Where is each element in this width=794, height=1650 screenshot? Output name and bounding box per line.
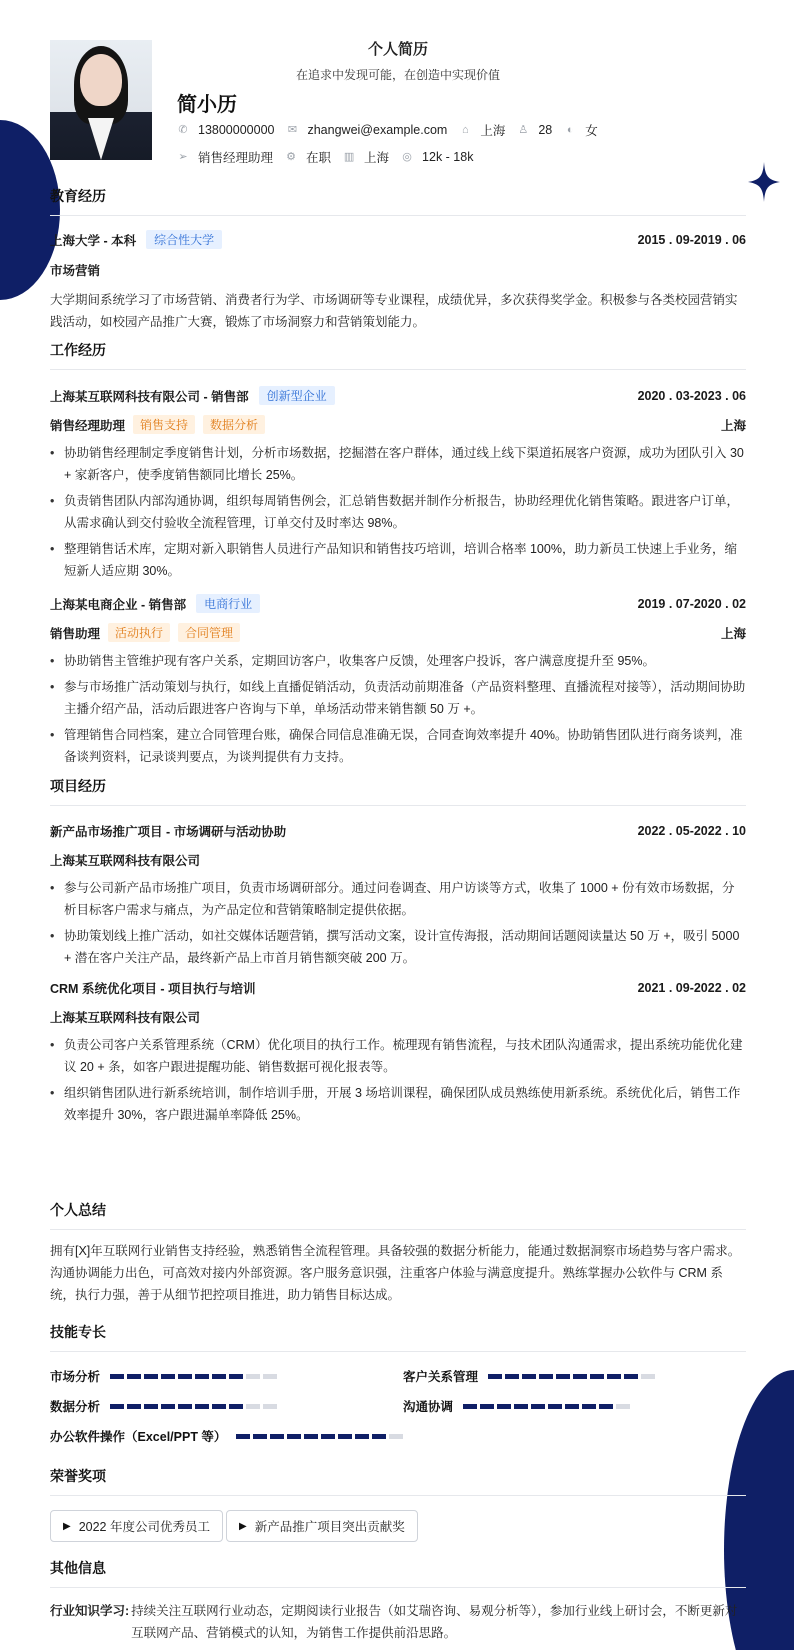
gender-value: 女 [585, 124, 598, 138]
position-item [177, 148, 273, 166]
skill-segment-empty [616, 1404, 630, 1409]
projects-section [50, 776, 746, 1130]
coin-icon: ◎ [402, 151, 412, 163]
skill-segment-empty [263, 1404, 277, 1409]
gender-icon: ◐ [566, 124, 574, 136]
skill-segment-filled [212, 1374, 226, 1379]
location-value: 上海 [480, 124, 506, 138]
skill-tag: 数据分析 [203, 415, 265, 434]
honor-label: 新产品推广项目突出贡献奖 [254, 1520, 405, 1534]
project-period: 2021 . 09-2022 . 02 [637, 981, 746, 995]
skill-name: 办公软件操作（Excel/PPT 等） [50, 1430, 227, 1444]
skill-item [403, 1367, 658, 1385]
job-period: 2020 . 03-2023 . 06 [637, 388, 746, 403]
skill-segment-filled [229, 1404, 243, 1409]
skill-segment-filled [514, 1404, 528, 1409]
skill-segment-filled [599, 1404, 613, 1409]
skill-item [50, 1367, 280, 1385]
other-section [50, 1558, 746, 1644]
section-title: 荣誉奖项 [50, 1466, 746, 1496]
company-name: 上海某互联网科技有限公司 - 销售部 [50, 389, 249, 404]
salary-value: 12k - 18k [422, 150, 474, 164]
job-entry [50, 386, 746, 582]
section-title: 工作经历 [50, 340, 746, 370]
skill-segment-filled [463, 1404, 477, 1409]
education-section [50, 186, 746, 333]
location-item [459, 121, 505, 139]
project-company: 上海某互联网科技有限公司 [50, 1011, 201, 1025]
list-item: • 协助销售主管维护现有客户关系，定期回访客户，收集客户反馈，处理客户投诉，客户满意度提升至 95%。 [50, 650, 746, 672]
motto: 在追求中发现可能，在创造中实现价值 [295, 68, 500, 82]
skill-segment-filled [270, 1434, 284, 1439]
other-info-label: 行业知识学习: [50, 1604, 130, 1618]
skill-segment-filled [607, 1374, 621, 1379]
list-item: • 负责公司客户关系管理系统（CRM）优化项目的执行工作。梳理现有销售流程，与技术团队沟通需求，提出系统功能优化建议 20 + 条，如客户跟进提醒功能、销售数据可视化报表等。 [50, 1034, 746, 1078]
skill-segment-filled [178, 1374, 192, 1379]
skill-segment-filled [497, 1404, 511, 1409]
education-description: 大学期间系统学习了市场营销、消费者行为学、市场调研等专业课程，成绩优异，多次获得奖学金。积极参与各类校园营销实践活动，如校园产品推广大赛，锻炼了市场洞察力和营销策划能力。 [50, 293, 738, 329]
list-item: • 协助销售经理制定季度销售计划，分析市场数据，挖掘潜在客户群体，通过线上线下渠道拓展客户资源，成功为团队引入 30 + 家新客户，使季度销售额同比增长 25%。 [50, 442, 746, 486]
skill-segment-empty [389, 1434, 403, 1439]
skill-segment-filled [539, 1374, 553, 1379]
job-bullets [50, 650, 746, 768]
skill-segment-filled [480, 1404, 494, 1409]
phone-value: 13800000000 [198, 123, 275, 137]
skill-tag: 销售支持 [133, 415, 195, 434]
skill-tag: 活动执行 [108, 623, 170, 642]
list-item: • 整理销售话术库，定期对新入职销售人员进行产品知识和销售技巧培训，培训合格率 100%，助力新员工快速上手业务，缩短新人适应期 30%。 [50, 538, 746, 582]
skill-segment-filled [110, 1374, 124, 1379]
skill-segment-filled [531, 1404, 545, 1409]
honors-section [50, 1466, 746, 1544]
job-intent-row [177, 148, 485, 166]
sparkle-star-icon [748, 162, 780, 202]
send-icon: ➢ [178, 151, 188, 163]
project-header-row [50, 822, 746, 840]
contact-row [177, 121, 610, 139]
skill-name: 市场分析 [50, 1370, 101, 1384]
honor-item [50, 1510, 223, 1542]
job-header-row [50, 594, 746, 613]
skill-segment-filled [253, 1434, 267, 1439]
project-bullets [50, 1034, 746, 1126]
skill-segment-filled [355, 1434, 369, 1439]
home-icon: ⌂ [462, 124, 469, 136]
other-info-text: 持续关注互联网行业动态，定期阅读行业报告（如艾瑞咨询、易观分析等），参加行业线上研讨会，不断更新对互联网产品、营销模式的认知，为销售工作提供前沿思路。 [131, 1604, 738, 1640]
skill-segment-filled [178, 1404, 192, 1409]
project-entry [50, 822, 746, 969]
role-title: 销售经理助理 [50, 418, 126, 433]
honor-item [226, 1510, 418, 1542]
project-company: 上海某互联网科技有限公司 [50, 854, 201, 868]
resume-header [50, 0, 746, 200]
project-name: CRM 系统优化项目 - 项目执行与培训 [50, 982, 256, 996]
company-tag: 电商行业 [196, 594, 260, 613]
skill-segment-filled [573, 1374, 587, 1379]
honor-label: 2022 年度公司优秀员工 [78, 1520, 210, 1534]
company-name: 上海某电商企业 - 销售部 [50, 597, 187, 612]
play-triangle-icon: ▶ [63, 1520, 71, 1532]
position-value: 销售经理助理 [198, 151, 274, 165]
job-bullets [50, 442, 746, 582]
skill-segment-filled [144, 1404, 158, 1409]
skill-segment-filled [338, 1434, 352, 1439]
age-value: 28 [538, 123, 553, 137]
mail-icon: ✉ [287, 124, 298, 136]
email-item [286, 123, 447, 137]
skill-segment-filled [505, 1374, 519, 1379]
skill-segment-filled [556, 1374, 570, 1379]
summary-section [50, 1200, 746, 1306]
skill-segment-filled [229, 1374, 243, 1379]
skill-name: 客户关系管理 [403, 1370, 479, 1384]
skill-segment-filled [127, 1404, 141, 1409]
job-entry [50, 594, 746, 768]
role-row [50, 415, 746, 434]
list-item: • 协助策划线上推广活动，如社交媒体话题营销，撰写活动文案，设计宣传海报，活动期间话题阅读量达 50 万 +，吸引 5000 + 潜在客户关注产品，最终新产品上市首月销售额突破 200 万。 [50, 925, 746, 969]
other-info-row [50, 1600, 746, 1644]
project-entry [50, 979, 746, 1126]
skill-segment-filled [195, 1374, 209, 1379]
section-title: 项目经历 [50, 776, 746, 806]
skill-level-bar [236, 1434, 406, 1439]
resume-page [50, 0, 746, 1640]
education-header-row [50, 230, 746, 249]
role-row [50, 623, 746, 642]
play-triangle-icon: ▶ [239, 1520, 247, 1532]
status-value: 在职 [306, 151, 332, 165]
target-city-item [343, 148, 389, 166]
salary-item [401, 150, 473, 164]
skill-segment-filled [372, 1434, 386, 1439]
skill-segment-filled [548, 1404, 562, 1409]
list-item: • 组织销售团队进行新系统培训，制作培训手册，开展 3 场培训课程，确保团队成员熟练使用新系统。系统优化后，销售工作效率提升 30%，客户跟进漏单率降低 25%。 [50, 1082, 746, 1126]
skill-segment-empty [641, 1374, 655, 1379]
list-item: • 管理销售合同档案，建立合同管理台账，确保合同信息准确无误，合同查询效率提升 40%。协助销售团队进行商务谈判，准备谈判资料，记录谈判要点，为谈判提供有力支持。 [50, 724, 746, 768]
project-name: 新产品市场推广项目 - 市场调研与活动协助 [50, 825, 287, 839]
skill-segment-filled [590, 1374, 604, 1379]
education-period: 2015 . 09-2019 . 06 [637, 232, 746, 247]
skill-segment-filled [582, 1404, 596, 1409]
skill-level-bar [110, 1404, 280, 1409]
page-title: 个人简历 [367, 41, 428, 58]
skill-segment-filled [195, 1404, 209, 1409]
skill-segment-filled [161, 1374, 175, 1379]
honors-list [50, 1510, 746, 1544]
phone-icon: ✆ [178, 124, 188, 136]
skill-segment-filled [304, 1434, 318, 1439]
skill-segment-filled [110, 1404, 124, 1409]
gear-icon: ⚙ [286, 151, 296, 163]
list-item: • 负责销售团队内部沟通协调，组织每周销售例会，汇总销售数据并制作分析报告，协助经理优化销售策略。跟进客户订单，从需求确认到交付验收全流程管理，订单交付及时率达 98%。 [50, 490, 746, 534]
skill-item [50, 1397, 280, 1415]
school-name: 上海大学 - 本科 [50, 233, 137, 248]
skill-item [403, 1397, 633, 1415]
section-title: 个人总结 [50, 1200, 746, 1230]
skill-segment-filled [624, 1374, 638, 1379]
skill-segment-filled [144, 1374, 158, 1379]
target-city-value: 上海 [364, 151, 390, 165]
age-item [517, 123, 552, 137]
role-title: 销售助理 [50, 626, 101, 641]
gender-item [564, 121, 598, 139]
skill-segment-empty [246, 1374, 260, 1379]
project-bullets [50, 877, 746, 969]
skill-name: 数据分析 [50, 1400, 101, 1414]
section-title: 技能专长 [50, 1322, 746, 1352]
project-period: 2022 . 05-2022 . 10 [637, 824, 746, 838]
building-icon: ▥ [343, 151, 355, 163]
project-header-row [50, 979, 746, 997]
status-item [285, 148, 331, 166]
skill-segment-filled [236, 1434, 250, 1439]
skill-segment-filled [522, 1374, 536, 1379]
summary-text: 拥有[X]年互联网行业销售支持经验，熟悉销售全流程管理。具备较强的数据分析能力，能通过数据洞察市场趋势与客户需求。沟通协调能力出色，可高效对接内外部资源。客户服务意识强，注重客户体验与满意度提升。熟练掌握办公软件与 CRM 系统，执行力强，善于从细节把控项目推进，助力销售目标达成。 [50, 1244, 741, 1302]
phone-item [177, 123, 274, 137]
email-value: zhangwei@example.com [307, 123, 448, 137]
skill-level-bar [110, 1374, 280, 1379]
skill-item [50, 1427, 406, 1445]
section-title: 其他信息 [50, 1558, 746, 1588]
skill-segment-filled [488, 1374, 502, 1379]
job-header-row [50, 386, 746, 405]
section-title: 教育经历 [50, 186, 746, 216]
person-icon: ♙ [518, 124, 529, 136]
list-item: • 参与市场推广活动策划与执行，如线上直播促销活动，负责活动前期准备（产品资料整理、直播流程对接等），活动期间协助主播介绍产品，活动后跟进客户咨询与下单，单场活动带来销售额 50 万 +。 [50, 676, 746, 720]
skill-segment-filled [321, 1434, 335, 1439]
skill-segment-filled [127, 1374, 141, 1379]
skill-segment-filled [212, 1404, 226, 1409]
work-section [50, 340, 746, 772]
skill-segment-empty [263, 1374, 277, 1379]
skill-segment-empty [246, 1404, 260, 1409]
school-tag: 综合性大学 [146, 230, 222, 249]
candidate-name: 简小历 [177, 94, 237, 116]
skills-section [50, 1322, 746, 1442]
job-period: 2019 . 07-2020 . 02 [637, 596, 746, 611]
job-city: 上海 [720, 418, 746, 433]
skill-tag: 合同管理 [178, 623, 240, 642]
job-city: 上海 [720, 626, 746, 641]
skill-segment-filled [161, 1404, 175, 1409]
skill-level-bar [463, 1404, 633, 1409]
list-item: • 参与公司新产品市场推广项目，负责市场调研部分。通过问卷调查、用户访谈等方式，收集了 1000 + 份有效市场数据，分析目标客户需求与痛点，为产品定位和营销策略制定提供依据。 [50, 877, 746, 921]
company-tag: 创新型企业 [259, 386, 335, 405]
skill-segment-filled [287, 1434, 301, 1439]
skill-level-bar [488, 1374, 658, 1379]
skill-segment-filled [565, 1404, 579, 1409]
skill-name: 沟通协调 [403, 1400, 454, 1414]
major: 市场营销 [50, 264, 101, 278]
